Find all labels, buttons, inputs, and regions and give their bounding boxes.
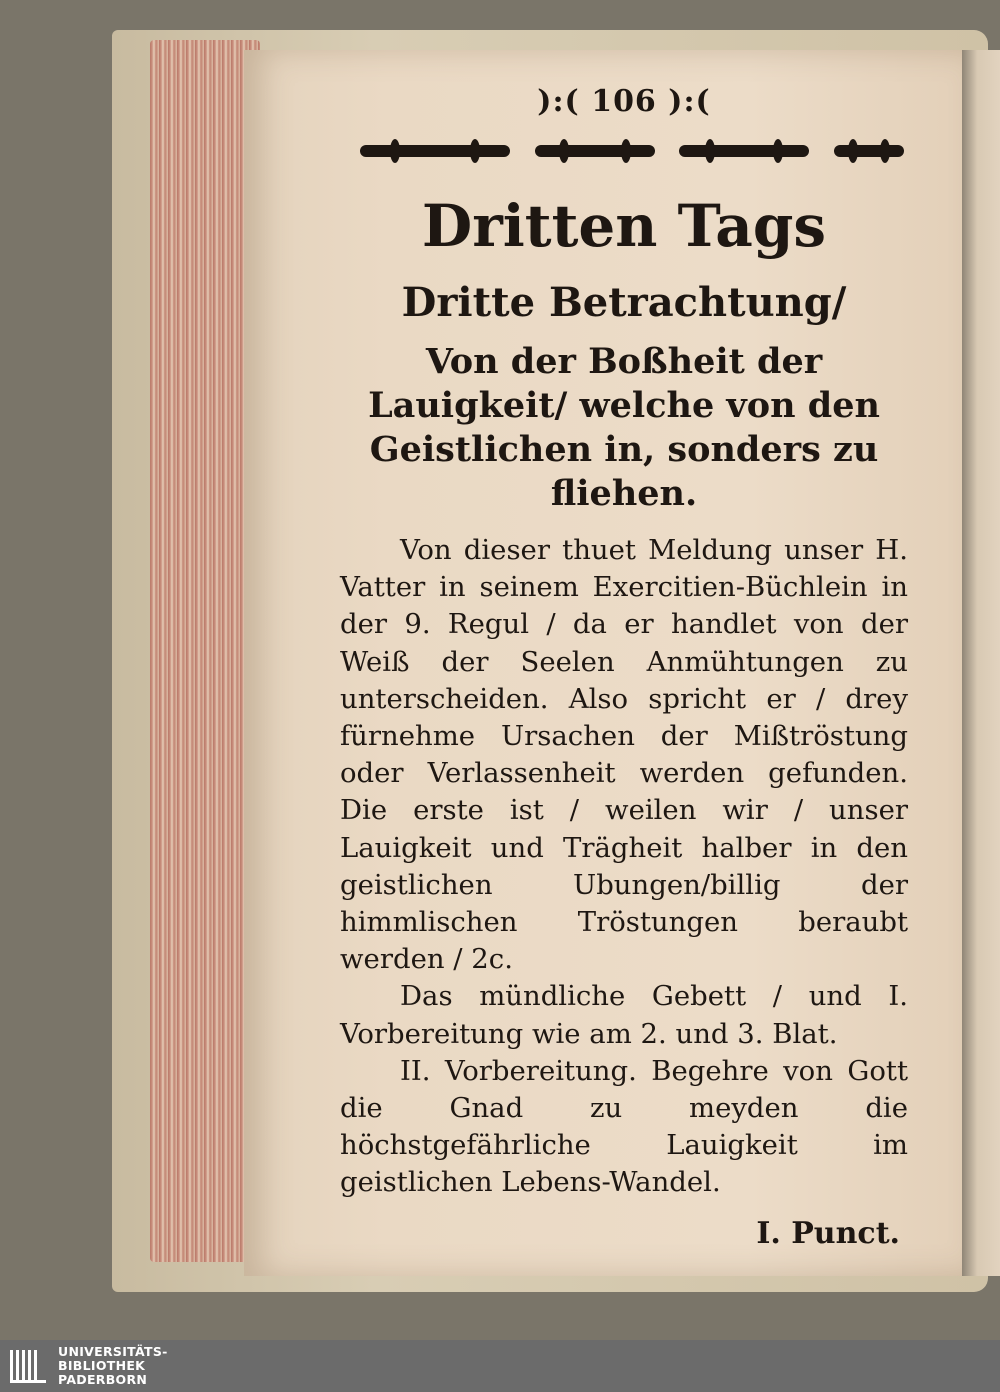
page-title: Dritten Tags xyxy=(421,192,827,260)
facing-page-edge xyxy=(962,50,1000,1276)
body-text xyxy=(340,532,908,1202)
page-header: ):( 106 ):( xyxy=(537,84,711,119)
ornament-segment xyxy=(834,145,904,157)
page-subtitle: Dritte Betrachtung/ xyxy=(401,279,847,326)
library-name-line: PADERBORN xyxy=(58,1372,148,1387)
library-logo-icon xyxy=(8,1346,48,1386)
ornament-segment xyxy=(360,145,510,157)
catchword: I. Punct. xyxy=(756,1215,900,1251)
paragraph: Von dieser thuet Meldung unser H. Vatter in seinem Exercitien-Büchlein in der 9. Regul / da er handlet von der Weiß der Seelen Anmühtungen zu unterscheiden. Also spricht er / drey fürnehme Ursachen der Mißtröstung oder Verlassenheit werden gefunden. Die erste ist / weilen wir / unser Lauigkeit und Trägheit halber in den geistlichen Ubungen/billig der himmlischen Tröstungen beraubt werden / 2c. xyxy=(340,534,908,976)
paragraph: II. Vorbereitung. Begehre von Gott die Gnad zu meyden die höchstgefährliche Lauigkeit im geistlichen Lebens-Wandel. xyxy=(340,1054,908,1199)
ornament-segment xyxy=(679,145,809,157)
paragraph: Das mündliche Gebett / und I. Vorbereitung wie am 2. und 3. Blat. xyxy=(340,980,908,1050)
library-footer xyxy=(0,1340,1000,1392)
ornament-rule xyxy=(360,136,904,166)
library-name-line: UNIVERSITÄTS- xyxy=(58,1344,168,1359)
library-name-line: BIBLIOTHEK xyxy=(58,1358,146,1373)
page-text xyxy=(340,80,908,1251)
ornament-segment xyxy=(535,145,655,157)
library-name xyxy=(58,1345,168,1387)
section-heading: Von der Boßheit der Lauigkeit/ welche von den Geistlichen in, sonders zu fliehen. xyxy=(368,341,880,514)
